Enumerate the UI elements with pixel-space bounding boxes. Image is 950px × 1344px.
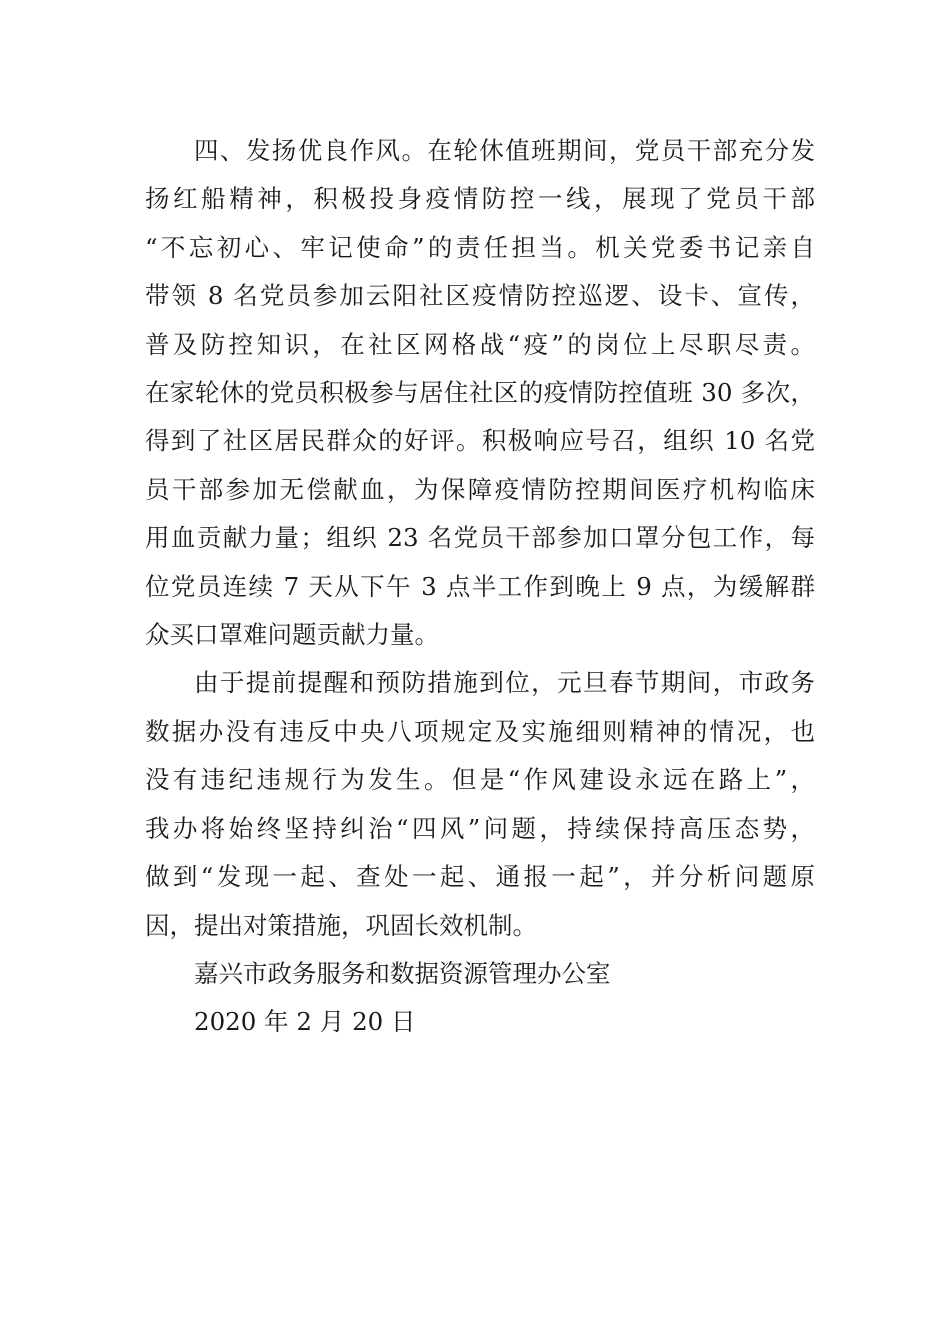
paragraph-line: 做到“发现一起、查处一起、通报一起”，并分析问题原 xyxy=(145,862,815,892)
paragraph-line: 用血贡献力量；组织 23 名党员干部参加口罩分包工作，每 xyxy=(145,523,815,553)
signature-organization: 嘉兴市政务服务和数据资源管理办公室 xyxy=(194,958,611,988)
paragraph-line: 没有违纪违规行为发生。但是“作风建设永远在路上”， xyxy=(145,765,815,795)
paragraph-conclusion xyxy=(145,659,815,949)
paragraph-line: 众买口罩难问题贡献力量。 xyxy=(145,620,439,650)
paragraph-line: 因，提出对策措施，巩固长效机制。 xyxy=(145,910,537,940)
paragraph-line: 在家轮休的党员积极参与居住社区的疫情防控值班 30 多次， xyxy=(145,378,815,408)
paragraph-line: 得到了社区居民群众的好评。积极响应号召，组织 10 名党 xyxy=(145,426,815,456)
paragraph-line: 普及防控知识，在社区网格战“疫”的岗位上尽职尽责。 xyxy=(145,329,815,359)
paragraph-line: 扬红船精神，积极投身疫情防控一线，展现了党员干部 xyxy=(145,184,815,214)
paragraph-line: 带领 8 名党员参加云阳社区疫情防控巡逻、设卡、宣传， xyxy=(145,281,815,311)
paragraph-line: 员干部参加无偿献血，为保障疫情防控期间医疗机构临床 xyxy=(145,474,815,504)
paragraph-line: 数据办没有违反中央八项规定及实施细则精神的情况，也 xyxy=(145,716,815,746)
paragraph-line: 由于提前提醒和预防措施到位，元旦春节期间，市政务 xyxy=(194,668,815,698)
document-body xyxy=(145,127,815,1047)
paragraph-line: 我办将始终坚持纠治“四风”问题，持续保持高压态势， xyxy=(145,813,815,843)
paragraph-line: “不忘初心、牢记使命”的责任担当。机关党委书记亲自 xyxy=(145,232,815,262)
paragraph-line: 位党员连续 7 天从下午 3 点半工作到晚上 9 点，为缓解群 xyxy=(145,571,815,601)
paragraph-work-style xyxy=(145,127,815,659)
signature-date: 2020 年 2 月 20 日 xyxy=(194,1007,416,1037)
paragraph-line: 四、发扬优良作风。在轮休值班期间，党员干部充分发 xyxy=(194,136,815,165)
